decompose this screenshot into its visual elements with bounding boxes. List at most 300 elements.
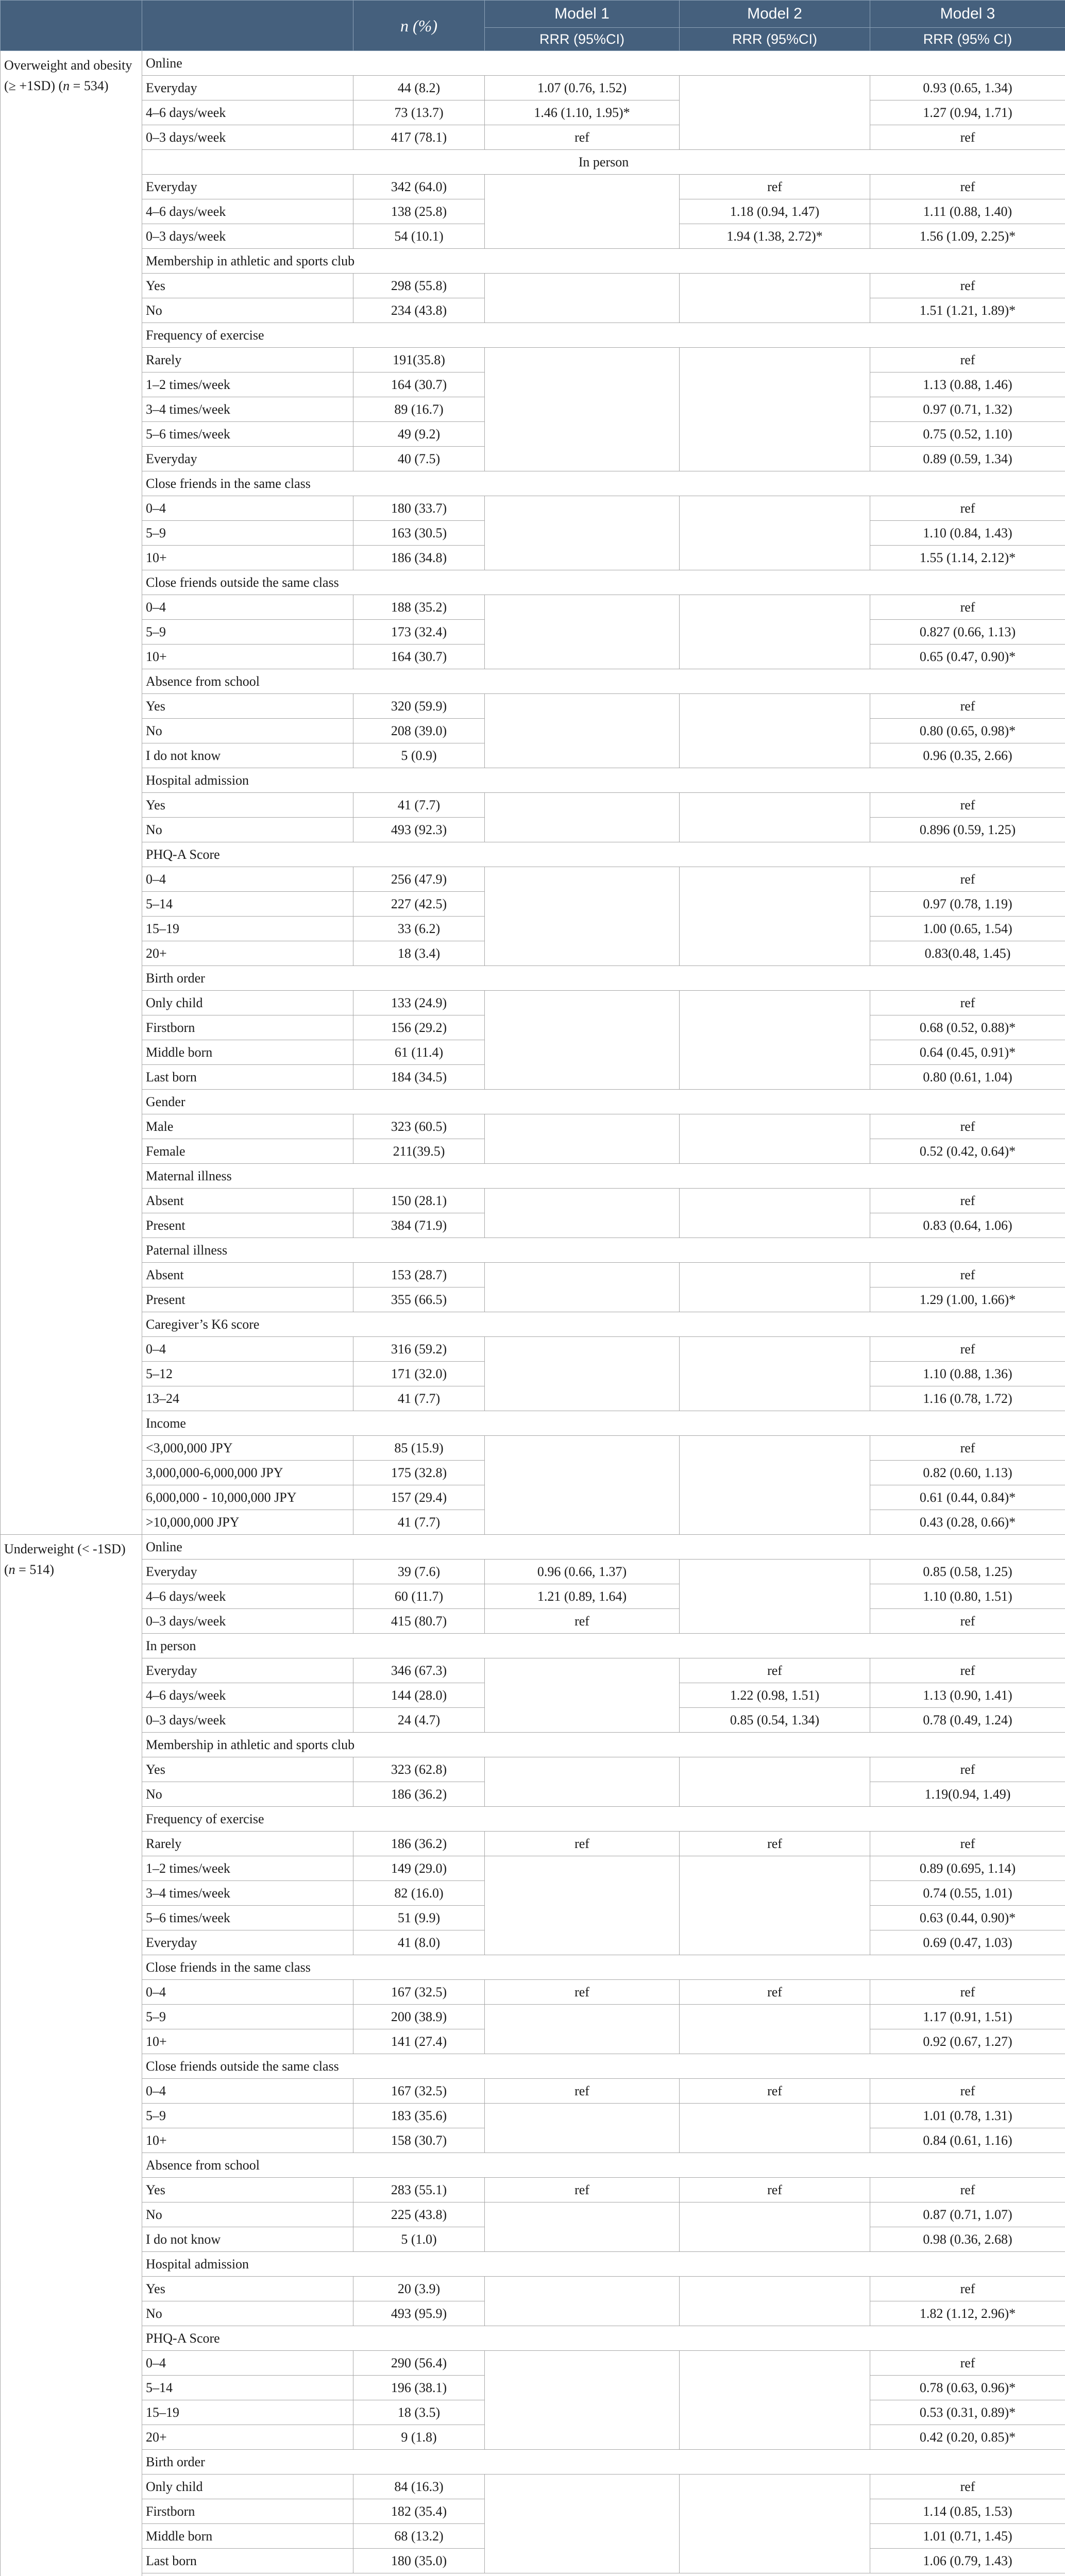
model-3-cell: 1.10 (0.84, 1.43) bbox=[870, 521, 1065, 546]
section-row bbox=[1, 1090, 1065, 1114]
model-1-cell: ref bbox=[485, 125, 680, 150]
section-row bbox=[1, 323, 1065, 348]
model-3-cell: 0.78 (0.49, 1.24) bbox=[870, 1708, 1065, 1733]
model-2-cell bbox=[680, 1560, 870, 1634]
n-percent-cell: 320 (59.9) bbox=[353, 694, 485, 719]
model-3-cell: 0.84 (0.61, 1.16) bbox=[870, 2128, 1065, 2153]
n-percent-cell: 256 (47.9) bbox=[353, 867, 485, 892]
category-cell: Last born bbox=[142, 1065, 353, 1090]
outcome-label-n: n bbox=[8, 1562, 15, 1577]
model-3-cell: 0.93 (0.65, 1.34) bbox=[870, 76, 1065, 100]
header-model-2: Model 2 bbox=[680, 1, 870, 28]
category-cell: 0–4 bbox=[142, 2079, 353, 2104]
category-cell: Everyday bbox=[142, 1560, 353, 1584]
section-title: Online bbox=[142, 1535, 1065, 1560]
category-cell: <3,000,000 JPY bbox=[142, 1436, 353, 1461]
model-3-cell: ref bbox=[870, 793, 1065, 818]
n-percent-cell: 41 (7.7) bbox=[353, 793, 485, 818]
section-row bbox=[1, 1535, 1065, 1560]
n-percent-cell: 298 (55.8) bbox=[353, 274, 485, 298]
category-cell: 4–6 days/week bbox=[142, 100, 353, 125]
model-2-cell: ref bbox=[680, 2178, 870, 2202]
n-percent-cell: 417 (78.1) bbox=[353, 125, 485, 150]
section-title: Hospital admission bbox=[142, 768, 1065, 793]
model-3-cell: 0.97 (0.78, 1.19) bbox=[870, 892, 1065, 917]
n-percent-cell: 171 (32.0) bbox=[353, 1362, 485, 1386]
n-percent-cell: 493 (95.9) bbox=[353, 2301, 485, 2326]
category-cell: Everyday bbox=[142, 175, 353, 199]
model-3-cell: 1.27 (0.94, 1.71) bbox=[870, 100, 1065, 125]
n-percent-cell: 39 (7.6) bbox=[353, 1560, 485, 1584]
table-body bbox=[1, 51, 1065, 2576]
table-row bbox=[1, 2005, 1065, 2029]
section-title: Paternal illness bbox=[142, 1238, 1065, 1263]
category-cell: Rarely bbox=[142, 1832, 353, 1856]
n-percent-cell: 153 (28.7) bbox=[353, 1263, 485, 1287]
n-percent-cell: 346 (67.3) bbox=[353, 1658, 485, 1683]
n-percent-cell: 85 (15.9) bbox=[353, 1436, 485, 1461]
n-percent-cell: 234 (43.8) bbox=[353, 298, 485, 323]
n-percent-cell: 73 (13.7) bbox=[353, 100, 485, 125]
table-row bbox=[1, 175, 1065, 199]
model-2-cell bbox=[680, 793, 870, 842]
model-1-cell bbox=[485, 348, 680, 471]
table-row bbox=[1, 2475, 1065, 2499]
model-3-cell: ref bbox=[870, 2475, 1065, 2499]
n-percent-cell: 89 (16.7) bbox=[353, 397, 485, 422]
header-blank-category bbox=[142, 1, 353, 51]
n-percent-cell: 5 (1.0) bbox=[353, 2227, 485, 2252]
category-cell: 0–3 days/week bbox=[142, 125, 353, 150]
n-percent-cell: 133 (24.9) bbox=[353, 991, 485, 1015]
model-1-cell bbox=[485, 2351, 680, 2450]
category-cell: Absent bbox=[142, 1189, 353, 1213]
model-3-cell: 1.10 (0.88, 1.36) bbox=[870, 1362, 1065, 1386]
category-cell: No bbox=[142, 818, 353, 842]
n-percent-cell: 186 (36.2) bbox=[353, 1832, 485, 1856]
category-cell: Yes bbox=[142, 694, 353, 719]
model-3-cell: 1.13 (0.90, 1.41) bbox=[870, 1683, 1065, 1708]
section-title bbox=[142, 2573, 1065, 2576]
n-percent-cell: 156 (29.2) bbox=[353, 1015, 485, 1040]
model-2-cell bbox=[680, 1337, 870, 1411]
category-cell: Yes bbox=[142, 274, 353, 298]
category-cell: 0–3 days/week bbox=[142, 224, 353, 249]
section-title: Close friends in the same class bbox=[142, 1955, 1065, 1980]
category-cell: Last born bbox=[142, 2549, 353, 2573]
model-2-cell bbox=[680, 2351, 870, 2450]
table-row bbox=[1, 1114, 1065, 1139]
section-row bbox=[1, 51, 1065, 76]
table-row bbox=[1, 2104, 1065, 2128]
model-3-cell: 0.69 (0.47, 1.03) bbox=[870, 1930, 1065, 1955]
model-2-cell bbox=[680, 2475, 870, 2573]
table-header bbox=[1, 1, 1065, 51]
model-3-cell: 0.80 (0.61, 1.04) bbox=[870, 1065, 1065, 1090]
model-2-cell: 1.94 (1.38, 2.72)* bbox=[680, 224, 870, 249]
n-percent-cell: 54 (10.1) bbox=[353, 224, 485, 249]
header-model-3-rrr: RRR (95% CI) bbox=[870, 28, 1065, 51]
model-2-cell bbox=[680, 694, 870, 768]
model-1-cell bbox=[485, 1757, 680, 1807]
n-percent-cell: 211(39.5) bbox=[353, 1139, 485, 1164]
section-title: Frequency of exercise bbox=[142, 1807, 1065, 1832]
category-cell: Present bbox=[142, 1287, 353, 1312]
n-percent-cell: 175 (32.8) bbox=[353, 1461, 485, 1485]
section-row bbox=[1, 150, 1065, 175]
section-title: PHQ-A Score bbox=[142, 2326, 1065, 2351]
category-cell: 0–3 days/week bbox=[142, 1708, 353, 1733]
model-2-cell bbox=[680, 1757, 870, 1807]
model-3-cell: ref bbox=[870, 1658, 1065, 1683]
section-title: In person bbox=[142, 1634, 1065, 1658]
model-1-cell: ref bbox=[485, 1609, 680, 1634]
model-1-cell bbox=[485, 175, 680, 249]
model-3-cell: 0.42 (0.20, 0.85)* bbox=[870, 2425, 1065, 2450]
n-percent-cell: 157 (29.4) bbox=[353, 1485, 485, 1510]
model-2-cell bbox=[680, 496, 870, 570]
model-3-cell: 0.74 (0.55, 1.01) bbox=[870, 1881, 1065, 1906]
model-3-cell: ref bbox=[870, 1980, 1065, 2005]
category-cell: 10+ bbox=[142, 645, 353, 669]
section-row bbox=[1, 2326, 1065, 2351]
model-3-cell: 0.65 (0.47, 0.90)* bbox=[870, 645, 1065, 669]
category-cell: No bbox=[142, 1782, 353, 1807]
n-percent-cell: 163 (30.5) bbox=[353, 521, 485, 546]
table-row bbox=[1, 1658, 1065, 1683]
model-3-cell: ref bbox=[870, 1189, 1065, 1213]
model-2-cell bbox=[680, 1189, 870, 1238]
section-title: Birth order bbox=[142, 2450, 1065, 2475]
model-3-cell: 0.827 (0.66, 1.13) bbox=[870, 620, 1065, 645]
model-3-cell: ref bbox=[870, 991, 1065, 1015]
category-cell: 4–6 days/week bbox=[142, 1584, 353, 1609]
table-row bbox=[1, 694, 1065, 719]
section-title: Membership in athletic and sports club bbox=[142, 249, 1065, 274]
category-cell: 0–3 days/week bbox=[142, 1609, 353, 1634]
n-percent-cell: 355 (66.5) bbox=[353, 1287, 485, 1312]
section-title: In person bbox=[142, 150, 1065, 175]
model-3-cell: 1.56 (1.09, 2.25)* bbox=[870, 224, 1065, 249]
category-cell: 4–6 days/week bbox=[142, 1683, 353, 1708]
category-cell: Only child bbox=[142, 2475, 353, 2499]
model-2-cell bbox=[680, 2104, 870, 2153]
model-3-cell: 0.98 (0.36, 2.68) bbox=[870, 2227, 1065, 2252]
n-percent-cell: 191(35.8) bbox=[353, 348, 485, 372]
model-3-cell: 0.43 (0.28, 0.66)* bbox=[870, 1510, 1065, 1535]
model-3-cell: 0.96 (0.35, 2.66) bbox=[870, 743, 1065, 768]
model-1-cell: 1.21 (0.89, 1.64) bbox=[485, 1584, 680, 1609]
category-cell: Present bbox=[142, 1213, 353, 1238]
category-cell: 3–4 times/week bbox=[142, 397, 353, 422]
table-row bbox=[1, 867, 1065, 892]
category-cell: 6,000,000 - 10,000,000 JPY bbox=[142, 1485, 353, 1510]
category-cell: Yes bbox=[142, 2277, 353, 2301]
model-3-cell: 1.55 (1.14, 2.12)* bbox=[870, 546, 1065, 570]
category-cell: 13–24 bbox=[142, 1386, 353, 1411]
category-cell: Everyday bbox=[142, 76, 353, 100]
model-3-cell: 0.80 (0.65, 0.98)* bbox=[870, 719, 1065, 743]
model-2-cell bbox=[680, 1856, 870, 1955]
model-3-cell: 1.01 (0.71, 1.45) bbox=[870, 2524, 1065, 2549]
n-percent-cell: 84 (16.3) bbox=[353, 2475, 485, 2499]
model-1-cell: ref bbox=[485, 1980, 680, 2005]
table-row bbox=[1, 1856, 1065, 1881]
category-cell: Middle born bbox=[142, 2524, 353, 2549]
model-3-cell: ref bbox=[870, 175, 1065, 199]
section-row bbox=[1, 966, 1065, 991]
section-title: Online bbox=[142, 51, 1065, 76]
category-cell: Yes bbox=[142, 1757, 353, 1782]
category-cell: Everyday bbox=[142, 1930, 353, 1955]
model-3-cell: ref bbox=[870, 2277, 1065, 2301]
outcome-label-n: n bbox=[63, 78, 70, 93]
category-cell: 10+ bbox=[142, 546, 353, 570]
n-percent-cell: 141 (27.4) bbox=[353, 2029, 485, 2054]
category-cell: 5–6 times/week bbox=[142, 422, 353, 447]
model-3-cell: 1.10 (0.80, 1.51) bbox=[870, 1584, 1065, 1609]
table-row bbox=[1, 1609, 1065, 1634]
header-model-1-rrr: RRR (95%CI) bbox=[485, 28, 680, 51]
model-2-cell: ref bbox=[680, 1980, 870, 2005]
model-2-cell: ref bbox=[680, 2079, 870, 2104]
section-title: Birth order bbox=[142, 966, 1065, 991]
model-3-cell: 0.83 (0.64, 1.06) bbox=[870, 1213, 1065, 1238]
table-row bbox=[1, 2277, 1065, 2301]
model-2-cell bbox=[680, 1114, 870, 1164]
n-percent-cell: 173 (32.4) bbox=[353, 620, 485, 645]
model-3-cell: ref bbox=[870, 2079, 1065, 2104]
category-cell: Firstborn bbox=[142, 2499, 353, 2524]
model-3-cell: ref bbox=[870, 1832, 1065, 1856]
category-cell: Absent bbox=[142, 1263, 353, 1287]
model-3-cell: ref bbox=[870, 867, 1065, 892]
category-cell: Rarely bbox=[142, 348, 353, 372]
category-cell: 3,000,000-6,000,000 JPY bbox=[142, 1461, 353, 1485]
model-3-cell: 0.89 (0.695, 1.14) bbox=[870, 1856, 1065, 1881]
n-percent-cell: 150 (28.1) bbox=[353, 1189, 485, 1213]
section-title: Maternal illness bbox=[142, 1164, 1065, 1189]
outcome-label-count: = 514) bbox=[15, 1562, 54, 1577]
n-percent-cell: 41 (7.7) bbox=[353, 1386, 485, 1411]
model-3-cell: ref bbox=[870, 1757, 1065, 1782]
category-cell: Only child bbox=[142, 991, 353, 1015]
category-cell: No bbox=[142, 2301, 353, 2326]
section-row bbox=[1, 570, 1065, 595]
model-2-cell bbox=[680, 867, 870, 966]
section-title: Absence from school bbox=[142, 2153, 1065, 2178]
section-row bbox=[1, 2054, 1065, 2079]
section-title: Close friends in the same class bbox=[142, 471, 1065, 496]
category-cell: 5–12 bbox=[142, 1362, 353, 1386]
n-percent-cell: 323 (60.5) bbox=[353, 1114, 485, 1139]
header-blank-outcome bbox=[1, 1, 142, 51]
model-3-cell: ref bbox=[870, 274, 1065, 298]
n-percent-cell: 24 (4.7) bbox=[353, 1708, 485, 1733]
model-3-cell: ref bbox=[870, 1114, 1065, 1139]
n-percent-cell: 49 (9.2) bbox=[353, 422, 485, 447]
category-cell: 10+ bbox=[142, 2029, 353, 2054]
n-percent-cell: 180 (33.7) bbox=[353, 496, 485, 521]
section-row bbox=[1, 471, 1065, 496]
category-cell: No bbox=[142, 719, 353, 743]
model-2-cell bbox=[680, 76, 870, 150]
model-2-cell bbox=[680, 1436, 870, 1535]
model-3-cell: 0.52 (0.42, 0.64)* bbox=[870, 1139, 1065, 1164]
model-1-cell bbox=[485, 1189, 680, 1238]
n-percent-cell: 41 (7.7) bbox=[353, 1510, 485, 1535]
table-row bbox=[1, 991, 1065, 1015]
n-percent-cell: 158 (30.7) bbox=[353, 2128, 485, 2153]
model-2-cell: 1.22 (0.98, 1.51) bbox=[680, 1683, 870, 1708]
table-row bbox=[1, 2202, 1065, 2227]
n-percent-cell: 342 (64.0) bbox=[353, 175, 485, 199]
n-percent-cell: 18 (3.5) bbox=[353, 2400, 485, 2425]
model-2-cell bbox=[680, 348, 870, 471]
section-row bbox=[1, 2450, 1065, 2475]
model-2-cell bbox=[680, 595, 870, 669]
category-cell: Yes bbox=[142, 2178, 353, 2202]
n-percent-cell: 227 (42.5) bbox=[353, 892, 485, 917]
category-cell: 0–4 bbox=[142, 1980, 353, 2005]
n-percent-cell: 51 (9.9) bbox=[353, 1906, 485, 1930]
model-1-cell bbox=[485, 1658, 680, 1733]
category-cell: 20+ bbox=[142, 2425, 353, 2450]
n-percent-cell: 200 (38.9) bbox=[353, 2005, 485, 2029]
model-1-cell bbox=[485, 2202, 680, 2252]
model-3-cell: 1.16 (0.78, 1.72) bbox=[870, 1386, 1065, 1411]
model-2-cell bbox=[680, 2202, 870, 2252]
model-3-cell: ref bbox=[870, 2351, 1065, 2376]
n-percent-cell: 68 (13.2) bbox=[353, 2524, 485, 2549]
category-cell: Female bbox=[142, 1139, 353, 1164]
section-row bbox=[1, 1238, 1065, 1263]
table-row bbox=[1, 595, 1065, 620]
section-row bbox=[1, 669, 1065, 694]
category-cell: 10+ bbox=[142, 2128, 353, 2153]
category-cell: 15–19 bbox=[142, 917, 353, 941]
n-percent-cell: 61 (11.4) bbox=[353, 1040, 485, 1065]
category-cell: Everyday bbox=[142, 1658, 353, 1683]
model-1-cell bbox=[485, 496, 680, 570]
model-1-cell bbox=[485, 991, 680, 1090]
category-cell: 5–9 bbox=[142, 2104, 353, 2128]
n-percent-cell: 290 (56.4) bbox=[353, 2351, 485, 2376]
n-percent-cell: 9 (1.8) bbox=[353, 2425, 485, 2450]
model-3-cell: ref bbox=[870, 694, 1065, 719]
n-percent-cell: 20 (3.9) bbox=[353, 2277, 485, 2301]
section-row bbox=[1, 2573, 1065, 2576]
section-title: Close friends outside the same class bbox=[142, 570, 1065, 595]
model-1-cell: 0.96 (0.66, 1.37) bbox=[485, 1560, 680, 1584]
n-percent-cell: 184 (34.5) bbox=[353, 1065, 485, 1090]
model-1-cell bbox=[485, 793, 680, 842]
model-1-cell bbox=[485, 1114, 680, 1164]
outcome-label-text: Overweight and obesity (≥ +1SD) ( bbox=[4, 58, 132, 93]
model-2-cell: ref bbox=[680, 175, 870, 199]
table-row bbox=[1, 1436, 1065, 1461]
model-3-cell: 0.89 (0.59, 1.34) bbox=[870, 447, 1065, 471]
model-3-cell: 0.63 (0.44, 0.90)* bbox=[870, 1906, 1065, 1930]
model-3-cell: ref bbox=[870, 1436, 1065, 1461]
category-cell: Middle born bbox=[142, 1040, 353, 1065]
model-3-cell: 1.01 (0.78, 1.31) bbox=[870, 2104, 1065, 2128]
model-3-cell: ref bbox=[870, 2178, 1065, 2202]
model-1-cell: ref bbox=[485, 2178, 680, 2202]
table-row bbox=[1, 125, 1065, 150]
table-row bbox=[1, 2079, 1065, 2104]
n-percent-cell: 316 (59.2) bbox=[353, 1337, 485, 1362]
header-model-3: Model 3 bbox=[870, 1, 1065, 28]
outcome-label-text: Underweight (< -1SD) ( bbox=[4, 1541, 126, 1577]
section-title: Income bbox=[142, 1411, 1065, 1436]
outcome-group-label bbox=[1, 1535, 142, 2576]
table-row bbox=[1, 274, 1065, 298]
model-1-cell bbox=[485, 1263, 680, 1312]
n-percent-cell: 182 (35.4) bbox=[353, 2499, 485, 2524]
section-row bbox=[1, 1164, 1065, 1189]
table-row bbox=[1, 1337, 1065, 1362]
model-3-cell: ref bbox=[870, 595, 1065, 620]
model-3-cell: ref bbox=[870, 125, 1065, 150]
section-row bbox=[1, 1312, 1065, 1337]
table-row bbox=[1, 1189, 1065, 1213]
model-3-cell: 1.13 (0.88, 1.46) bbox=[870, 372, 1065, 397]
n-percent-cell: 196 (38.1) bbox=[353, 2376, 485, 2400]
n-percent-cell: 323 (62.8) bbox=[353, 1757, 485, 1782]
table-row bbox=[1, 1832, 1065, 1856]
table-row bbox=[1, 1757, 1065, 1782]
n-percent-cell: 164 (30.7) bbox=[353, 372, 485, 397]
category-cell: Firstborn bbox=[142, 1015, 353, 1040]
model-2-cell bbox=[680, 2005, 870, 2054]
category-cell: >10,000,000 JPY bbox=[142, 1510, 353, 1535]
model-3-cell: 1.19(0.94, 1.49) bbox=[870, 1782, 1065, 1807]
table-row bbox=[1, 1980, 1065, 2005]
section-row bbox=[1, 1634, 1065, 1658]
table-row bbox=[1, 496, 1065, 521]
table-row bbox=[1, 76, 1065, 100]
model-1-cell bbox=[485, 2277, 680, 2326]
model-3-cell: 0.68 (0.52, 0.88)* bbox=[870, 1015, 1065, 1040]
model-2-cell bbox=[680, 274, 870, 323]
model-1-cell bbox=[485, 1436, 680, 1535]
n-percent-cell: 183 (35.6) bbox=[353, 2104, 485, 2128]
table-row bbox=[1, 1584, 1065, 1609]
table-row bbox=[1, 100, 1065, 125]
n-percent-cell: 186 (34.8) bbox=[353, 546, 485, 570]
model-2-cell bbox=[680, 1263, 870, 1312]
n-percent-cell: 384 (71.9) bbox=[353, 1213, 485, 1238]
model-3-cell: 0.92 (0.67, 1.27) bbox=[870, 2029, 1065, 2054]
category-cell: 5–14 bbox=[142, 892, 353, 917]
model-2-cell: ref bbox=[680, 1658, 870, 1683]
section-title: Caregiver’s K6 score bbox=[142, 1312, 1065, 1337]
n-percent-cell: 40 (7.5) bbox=[353, 447, 485, 471]
n-percent-cell: 5 (0.9) bbox=[353, 743, 485, 768]
category-cell: 5–6 times/week bbox=[142, 1906, 353, 1930]
model-3-cell: ref bbox=[870, 1609, 1065, 1634]
category-cell: I do not know bbox=[142, 743, 353, 768]
section-title: Frequency of exercise bbox=[142, 323, 1065, 348]
header-n-percent: n (%) bbox=[353, 1, 485, 51]
model-3-cell: 0.78 (0.63, 0.96)* bbox=[870, 2376, 1065, 2400]
category-cell: 1–2 times/week bbox=[142, 372, 353, 397]
category-cell: I do not know bbox=[142, 2227, 353, 2252]
model-3-cell: 0.896 (0.59, 1.25) bbox=[870, 818, 1065, 842]
header-model-2-rrr: RRR (95%CI) bbox=[680, 28, 870, 51]
section-row bbox=[1, 249, 1065, 274]
